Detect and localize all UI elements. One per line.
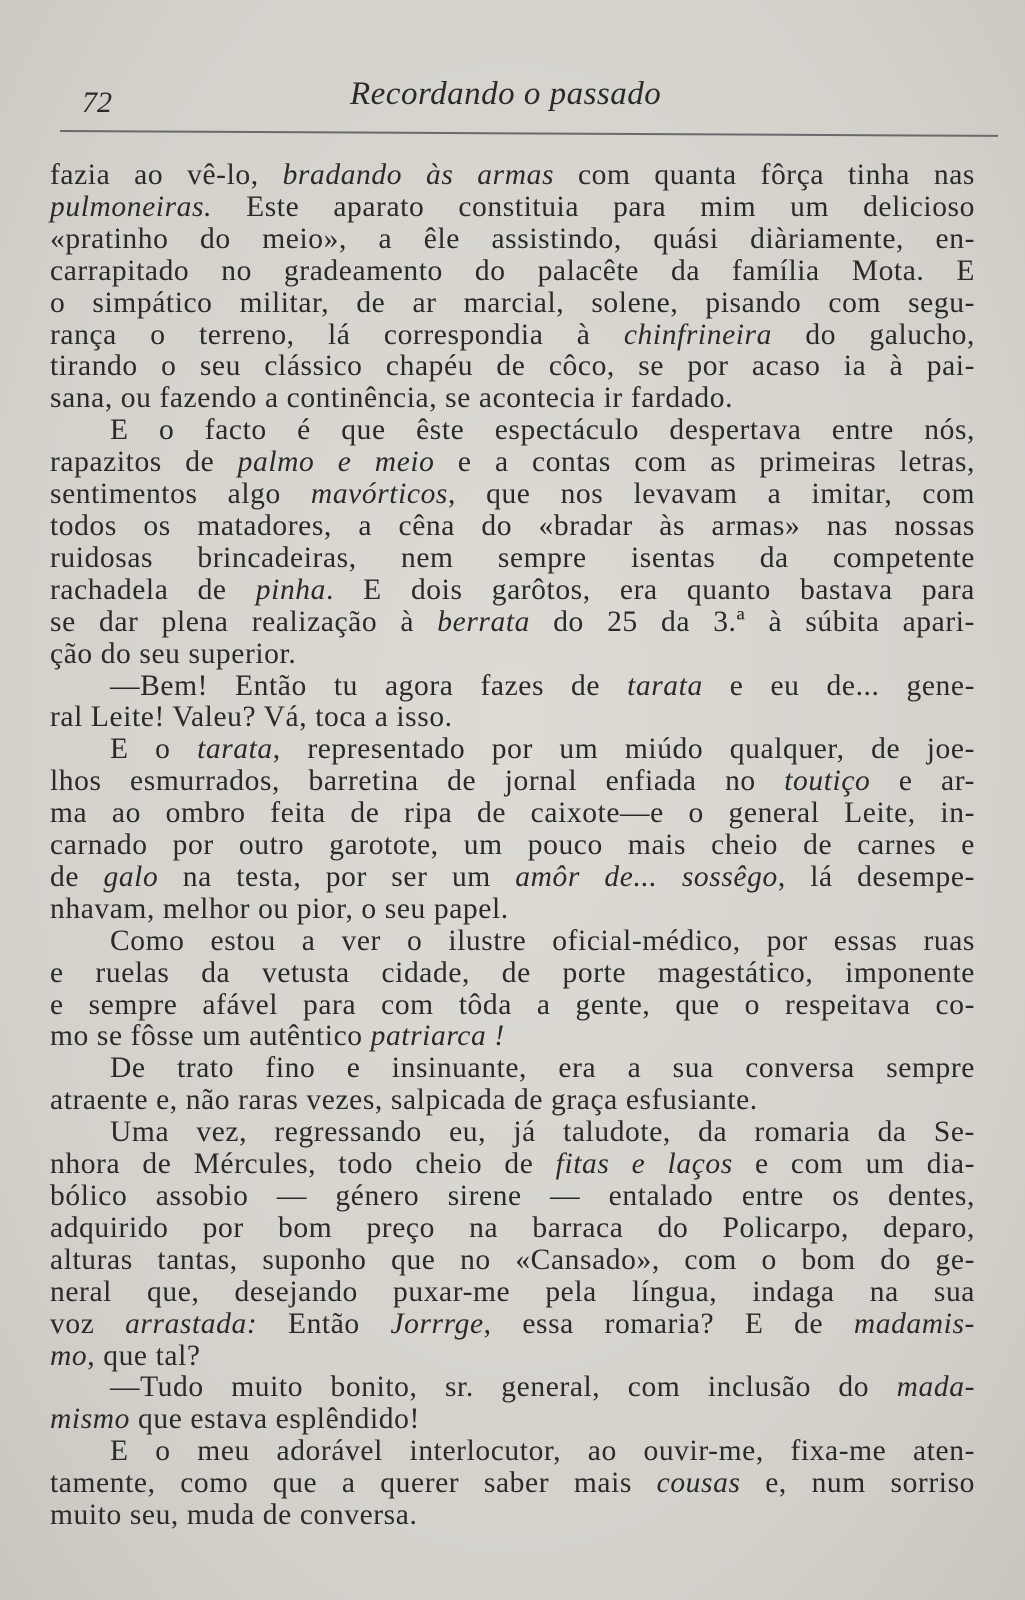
text-segment: neral que, desejando puxar-me pela língua, indaga na sua [50,1275,975,1308]
text-line [50,479,975,511]
text-segment: bólico assobio — género sirene — entalado entre os dentes, [50,1180,975,1212]
body-text [50,160,975,1532]
text-segment: e eu de... gene- [702,669,975,702]
italic-segment: palmo e meio [237,446,435,479]
running-title: Recordando o passado [350,76,662,112]
italic-segment: fitas e laços [555,1148,733,1181]
text-line [50,862,975,894]
text-line [50,607,975,639]
text-segment: ção do seu superior. [50,637,297,670]
text-line [50,798,975,830]
text-line [50,447,975,479]
text-line [50,1436,975,1468]
text-segment: e, num sorriso [740,1467,976,1500]
text-line [50,511,975,543]
text-line [50,1053,975,1085]
text-line [50,1021,975,1053]
text-line [50,990,975,1022]
text-segment: carnado por outro garotote, um pouco mais cheio de carnes e [50,829,975,862]
text-segment: sana, ou fazendo a continência, se acontecia ir fardado. [50,382,734,415]
text-segment: nhavam, melhor ou pior, o seu papel. [50,892,509,925]
text-segment: sentimentos algo [50,478,311,511]
italic-segment: arrastada: [125,1307,258,1340]
text-segment: de [50,860,104,893]
text-segment: muito seu, muda de conversa. [50,1499,418,1532]
text-segment: , que nos levavam a imitar, com [448,478,976,511]
italic-segment: cousas [656,1467,741,1500]
text-segment: ruidosas brincadeiras, nem sempre isentas da competente [50,541,975,574]
text-line [50,1341,975,1373]
text-line [50,1277,975,1309]
text-line [50,288,975,320]
text-line [50,160,975,192]
text-segment: rapazitos de [50,446,238,479]
text-segment: tirando o seu clássico chapéu de côco, se por acaso ia à pai- [50,350,975,383]
text-segment: tamente, como que a querer saber mais [50,1467,657,1500]
italic-segment: Jorrrge [390,1307,484,1340]
text-segment: com quanta fôrça tinha nas [554,159,975,191]
text-line [50,192,975,224]
text-line [50,1468,975,1500]
text-line [50,766,975,798]
text-line [50,1117,975,1149]
text-segment: fazia ao vê-lo, [50,159,283,191]
text-line [50,639,975,671]
text-line [50,702,975,734]
page-header [60,72,1000,122]
italic-segment: tarata [627,669,703,702]
italic-segment: pinha [255,573,326,606]
italic-segment: bradando às armas [282,159,555,191]
italic-segment: patriarca ! [370,1020,505,1053]
text-segment: nhora de Mércules, todo cheio de [50,1148,556,1181]
text-segment: —Tudo muito bonito, sr. general, com inclusão do [110,1371,897,1404]
italic-segment: pulmoneiras. [50,190,213,223]
text-segment: e com um dia- [732,1148,976,1181]
text-line [50,224,975,256]
text-segment: Uma vez, regressando eu, já taludote, da romaria da Se- [110,1116,975,1149]
text-line [50,926,975,958]
text-segment: «pratinho do meio», a êle assistindo, quási diàriamente, en- [50,222,975,255]
text-segment: alturas tantas, suponho que no «Cansado», com o bom do ge- [50,1243,975,1276]
text-segment: De trato fino e insinuante, era a sua conversa sempre [110,1052,975,1085]
text-segment: do 25 da 3.ª à súbita apari- [530,605,975,638]
text-line [50,1404,975,1436]
italic-segment: chinfrineira [623,318,772,351]
italic-segment: galo [103,860,159,893]
text-segment: Este aparato constituia para mim um delicioso [212,190,975,223]
text-line [50,351,975,383]
text-segment: , essa romaria? E de [483,1307,854,1340]
text-segment: rança o terreno, lá correspondia à [50,318,624,351]
italic-segment: mavórticos [310,478,449,511]
text-segment: rachadela de [50,573,256,606]
text-segment: e ruelas da vetusta cidade, de porte magestático, imponente [50,956,975,989]
text-segment: , que tal? [87,1339,201,1372]
text-line [50,830,975,862]
text-segment: do galucho, [772,318,975,351]
text-line [50,1372,975,1404]
italic-segment: mismo [50,1403,131,1436]
text-line [50,575,975,607]
text-line [50,894,975,926]
text-line [50,1500,975,1532]
text-segment: Como estou a ver o ilustre oficial-médico, por essas ruas [110,924,975,957]
text-segment: . E dois garôtos, era quanto bastava para [326,573,975,606]
text-segment: adquirido por bom preço na barraca do Policarpo, deparo, [50,1211,975,1244]
italic-segment: mada- [896,1371,975,1404]
text-segment: ma ao ombro feita de ripa de caixote—e o general Leite, in- [50,797,975,830]
text-segment: que estava esplêndido! [130,1403,420,1436]
text-line [50,256,975,288]
text-segment: voz [50,1307,126,1340]
text-segment: E o facto é que êste espectáculo despertava entre nós, [110,414,975,447]
italic-segment: mo [50,1339,88,1372]
text-segment: se dar plena realização à [50,605,438,638]
text-segment: todos os matadores, a cêna do «bradar às armas» nas nossas [50,509,975,542]
text-segment: e ar- [870,765,975,798]
text-line [50,1245,975,1277]
text-segment: E o meu adorável interlocutor, ao ouvir-me, fixa-me aten- [110,1435,975,1468]
text-line [50,1181,975,1213]
text-segment: mo se fôsse um autêntico [50,1020,371,1053]
text-line [50,671,975,703]
text-segment: Então [257,1307,391,1340]
text-segment: na testa, por ser um [158,860,516,893]
text-segment: , representado por um miúdo qualquer, de joe- [272,733,975,766]
italic-segment: madamis- [853,1307,975,1340]
text-segment: o simpático militar, de ar marcial, solene, pisando com segu- [50,286,975,319]
text-segment: lhos esmurrados, barretina de jornal enfiada no [50,765,785,798]
text-segment: e a contas com as primeiras letras, [434,446,976,479]
italic-segment: tarata [197,733,273,766]
text-line [50,734,975,766]
text-segment: , lá desempe- [777,860,975,893]
text-line [50,320,975,352]
italic-segment: amôr de... sossêgo [515,860,778,893]
italic-segment: berrata [437,605,530,638]
text-line [50,383,975,415]
text-segment: —Bem! Então tu agora fazes de [110,669,628,702]
text-line [50,1309,975,1341]
text-line [50,1213,975,1245]
italic-segment: toutiço [784,765,871,798]
text-line [50,1085,975,1117]
page-number: 72 [82,86,112,119]
text-line [50,1149,975,1181]
text-segment: ral Leite! Valeu? Vá, toca a isso. [50,701,453,734]
header-rule [60,130,998,137]
text-segment: carrapitado no gradeamento do palacête da família Mota. E [50,254,975,287]
text-segment: E o [110,733,198,766]
text-segment: e sempre afável para com tôda a gente, que o respeitava co- [50,988,975,1021]
text-line [50,415,975,447]
text-line [50,958,975,990]
text-line [50,543,975,575]
text-segment: atraente e, não raras vezes, salpicada de graça esfusiante. [50,1084,758,1117]
